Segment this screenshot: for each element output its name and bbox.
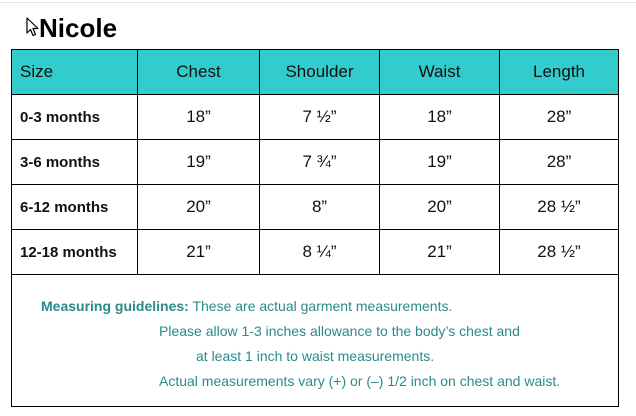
header-waist: Waist — [380, 50, 500, 95]
table-row — [12, 185, 619, 230]
waist-cell: 20” — [380, 185, 500, 230]
size-cell: 6-12 months — [12, 185, 138, 230]
table-row — [12, 95, 619, 140]
notes-line-2: Please allow 1-3 inches allowance to the body’s chest and — [159, 323, 520, 339]
measuring-guidelines — [12, 275, 618, 406]
header-size: Size — [12, 50, 138, 95]
top-divider — [0, 2, 636, 3]
chest-cell: 19” — [138, 140, 260, 185]
header-length: Length — [500, 50, 619, 95]
notes-lead: Measuring guidelines: — [41, 298, 189, 314]
shoulder-cell: 8” — [260, 185, 380, 230]
size-cell: 3-6 months — [12, 140, 138, 185]
notes-line-3: at least 1 inch to waist measurements. — [196, 348, 435, 364]
shoulder-cell: 7 ¾” — [260, 140, 380, 185]
waist-cell: 21” — [380, 230, 500, 275]
chest-cell: 20” — [138, 185, 260, 230]
header-shoulder: Shoulder — [260, 50, 380, 95]
length-cell: 28” — [500, 95, 619, 140]
notes-line-4: Actual measurements vary (+) or (–) 1/2 inch on chest and waist. — [159, 373, 561, 389]
size-chart-table — [11, 49, 619, 407]
shoulder-cell: 7 ½” — [260, 95, 380, 140]
size-cell: 0-3 months — [12, 95, 138, 140]
header-chest: Chest — [138, 50, 260, 95]
table-header-row — [12, 50, 619, 95]
notes-cell — [12, 275, 619, 407]
size-cell: 12-18 months — [12, 230, 138, 275]
notes-line-1-text: These are actual garment measurements. — [188, 298, 453, 314]
waist-cell: 18” — [380, 95, 500, 140]
length-cell: 28” — [500, 140, 619, 185]
chest-cell: 21” — [138, 230, 260, 275]
length-cell: 28 ½” — [500, 230, 619, 275]
chest-cell: 18” — [138, 95, 260, 140]
notes-line-1 — [41, 298, 452, 314]
table-row — [12, 230, 619, 275]
page-title: Nicole — [39, 13, 118, 43]
table-row — [12, 140, 619, 185]
notes-row — [12, 275, 619, 407]
length-cell: 28 ½” — [500, 185, 619, 230]
waist-cell: 19” — [380, 140, 500, 185]
shoulder-cell: 8 ¼” — [260, 230, 380, 275]
mouse-pointer-icon — [26, 17, 40, 37]
